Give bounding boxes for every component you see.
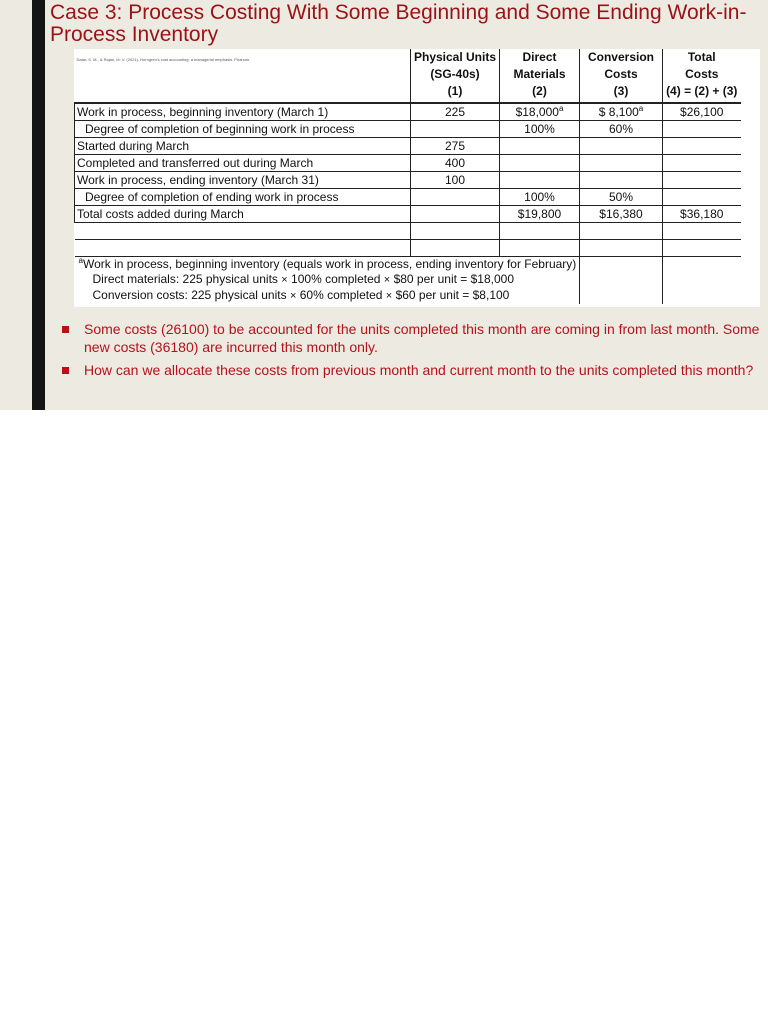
footnote-line: [75, 288, 580, 304]
cell-total: [663, 171, 741, 188]
cell-cc: $16,380: [580, 205, 663, 222]
slide: [0, 0, 768, 410]
header-line: (3): [613, 84, 629, 98]
cell-units: 275: [411, 137, 500, 154]
footnote-text: Direct materials: 225 physical units: [92, 271, 278, 286]
cell-dm: [500, 137, 580, 154]
blank-cell: [580, 256, 663, 272]
cell-total: [663, 137, 741, 154]
blank-cell: [75, 239, 411, 256]
times-sign: ×: [289, 289, 297, 302]
header-line: (SG-40s): [430, 67, 480, 81]
cell-dm: 100%: [500, 188, 580, 205]
square-bullet-icon: [62, 326, 69, 333]
blank-cell: [663, 222, 741, 239]
footnote-line: [75, 272, 580, 288]
row-label: Work in process, ending inventory (March 31): [75, 171, 411, 188]
footnote-text: $60 per unit = $8,100: [395, 287, 510, 302]
blank-cell: [663, 239, 741, 256]
table-row-blank: [75, 222, 741, 239]
footnote-text: $80 per unit = $18,000: [393, 271, 514, 286]
table-row: [75, 171, 741, 188]
blank-cell: [75, 222, 411, 239]
citation-cell: [75, 49, 411, 103]
header-line: (1): [447, 84, 463, 98]
table-row: [75, 188, 741, 205]
header-line: Costs: [685, 67, 719, 81]
header-line: Costs: [604, 67, 638, 81]
cell-dm: [500, 171, 580, 188]
header-physical-units: [411, 49, 500, 103]
cell-dm: [500, 154, 580, 171]
table-header-row: [75, 49, 741, 103]
cell-dm: $19,800: [500, 205, 580, 222]
blank-cell: [580, 239, 663, 256]
bullet-text: How can we allocate these costs from previous month and current month to the units completed this month?: [84, 362, 754, 378]
times-sign: ×: [281, 273, 288, 286]
header-line: Physical Units: [413, 50, 497, 64]
cell-cc: [580, 154, 663, 171]
footnote-text: 100% completed: [291, 271, 381, 286]
cell-cc: 60%: [580, 120, 663, 137]
footnote-marker: a: [78, 256, 83, 265]
table-row: [75, 103, 741, 120]
cell-total: [663, 188, 741, 205]
bullet-list: [62, 320, 768, 384]
cell-dm: 100%: [500, 120, 580, 137]
blank-cell: [663, 256, 741, 272]
cell-cc: 50%: [580, 188, 663, 205]
footnote-text: 60% completed: [299, 287, 383, 302]
header-line: Conversion: [587, 50, 654, 64]
row-label: Degree of completion of ending work in process: [75, 188, 411, 205]
bullet-text: Some costs (26100) to be accounted for the units completed this month are coming in from last month. Some new costs (36180) are incurred this month only.: [84, 321, 760, 355]
blank-cell: [663, 272, 741, 288]
table-row: [75, 120, 741, 137]
header-line: (2): [532, 84, 547, 98]
blank-cell: [580, 288, 663, 304]
cell-units: 100: [411, 171, 500, 188]
cell-cc: [580, 137, 663, 154]
blank-cell: [500, 222, 580, 239]
blank-cell: [580, 272, 663, 288]
header-line: Materials: [513, 67, 566, 81]
blank-cell: [580, 222, 663, 239]
cell-units: 400: [411, 154, 500, 171]
process-costing-table: [74, 49, 741, 304]
cell-units: [411, 205, 500, 222]
footnote-marker: a: [638, 103, 644, 113]
footnote-row: [75, 288, 741, 304]
row-label: Degree of completion of beginning work in process: [75, 120, 411, 137]
header-conversion-costs: [580, 49, 663, 103]
blank-cell: [411, 239, 500, 256]
cell-units: [411, 120, 500, 137]
cell-total: $36,180: [663, 205, 741, 222]
row-label: Work in process, beginning inventory (March 1): [75, 103, 411, 120]
cell-total: [663, 154, 741, 171]
accent-bar: [32, 0, 45, 410]
table-row: [75, 154, 741, 171]
blank-cell: [411, 222, 500, 239]
times-sign: ×: [383, 273, 391, 286]
cell-total: [663, 120, 741, 137]
slide-title: Case 3: Process Costing With Some Beginning and Some Ending Work-in-Process Inventory: [50, 1, 747, 46]
table-row-blank: [75, 239, 741, 256]
footnote-line: [75, 256, 580, 272]
footnote-text: Conversion costs: 225 physical units: [92, 287, 287, 302]
bullet-item: [62, 361, 768, 379]
square-bullet-icon: [62, 367, 69, 374]
footnote-row: [75, 272, 741, 288]
cell-cc: [580, 103, 663, 120]
bullet-item: [62, 320, 768, 356]
table-row: [75, 137, 741, 154]
blank-cell: [663, 288, 741, 304]
cost-table-figure: [74, 49, 760, 307]
row-label: Completed and transferred out during March: [75, 154, 411, 171]
cell-cc: [580, 171, 663, 188]
cell-value: $18,000: [515, 104, 559, 119]
blank-cell: [500, 239, 580, 256]
footnote-text: Work in process, beginning inventory (equals work in process, ending inventory for February): [82, 256, 577, 271]
header-total-costs: [663, 49, 741, 103]
row-label: Started during March: [75, 137, 411, 154]
times-sign: ×: [385, 289, 393, 302]
cell-total: $26,100: [663, 103, 741, 120]
header-line: Total: [687, 50, 716, 64]
cell-value: $ 8,100: [598, 104, 639, 119]
cell-dm: [500, 103, 580, 120]
cell-units: 225: [411, 103, 500, 120]
table-row: [75, 205, 741, 222]
footnote-row: [75, 256, 741, 272]
citation: Datar, S. M., & Rajan, M. V. (2021). Horngren's cost accounting: a managerial emphasis. Pearson.: [76, 57, 251, 62]
footnote-marker: a: [558, 103, 564, 113]
header-line: Direct: [522, 50, 557, 64]
cell-units: [411, 188, 500, 205]
header-direct-materials: [500, 49, 580, 103]
header-line: (4) = (2) + (3): [666, 84, 738, 98]
row-label: Total costs added during March: [75, 205, 411, 222]
